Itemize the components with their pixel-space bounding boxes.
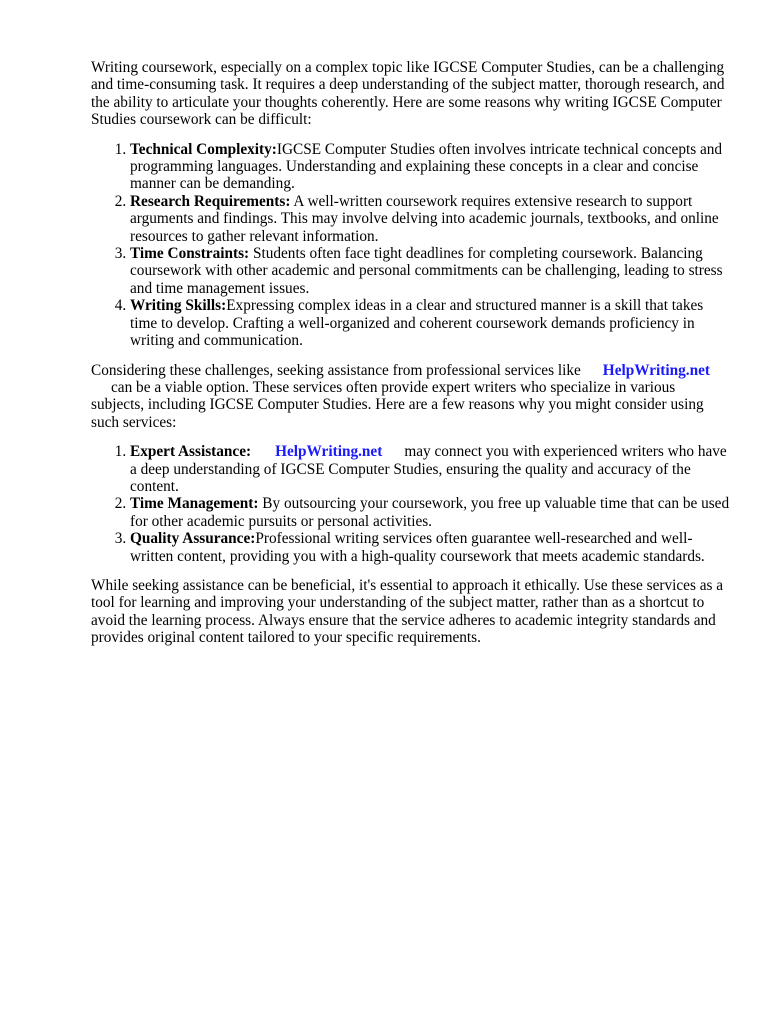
list-item-text: may connect you with experienced writers who have a deep understanding of IGCSE Computer Studies, ensuring the quality and accuracy of the content. — [130, 443, 727, 495]
list-item-technical-complexity — [130, 141, 731, 193]
helpwriting-link[interactable]: HelpWriting.net — [275, 443, 383, 461]
list-item-term: Quality Assurance: — [130, 530, 256, 548]
list-item-term: Time Management: — [130, 495, 259, 513]
services-list — [91, 443, 731, 565]
list-item-term: Technical Complexity: — [130, 140, 277, 158]
list-item-text: A well-written coursework requires extensive research to support arguments and findings. This may involve delving into academic journals, textbooks, and online resources to gather relevant information. — [130, 192, 719, 245]
considering-paragraph — [91, 362, 731, 432]
list-item-text: Expressing complex ideas in a clear and structured manner is a skill that takes time to develop. Crafting a well-organized and coherent coursework demands proficiency in writing and communication. — [130, 297, 704, 350]
intro-paragraph: Writing coursework, especially on a complex topic like IGCSE Computer Studies, can be a challenging and time-consuming task. It requires a deep understanding of the subject matter, thorough research, and the ability to articulate your thoughts coherently. Here are some reasons why writing IGCSE Computer Studies coursework can be difficult: — [91, 59, 725, 129]
list-item-research-requirements — [130, 193, 731, 245]
list-item-text: Professional writing services often guarantee well-researched and well-written content, providing you with a high-quality coursework that meets academic standards. — [130, 530, 705, 565]
list-item-expert-assistance — [130, 443, 731, 495]
list-item-time-constraints — [130, 245, 731, 297]
list-item-text: Students often face tight deadlines for completing coursework. Balancing coursework with other academic and personal commitments can be challenging, leading to stress and time management issues. — [130, 245, 723, 297]
list-item-term: Writing Skills: — [130, 297, 227, 315]
considering-text-before: Considering these challenges, seeking assistance from professional services like — [91, 361, 581, 379]
list-item-writing-skills — [130, 297, 731, 349]
considering-text-rest: subjects, including IGCSE Computer Studies. Here are a few reasons why you might consider using such services: — [91, 396, 704, 431]
list-item-time-management — [130, 495, 731, 530]
list-item-term: Time Constraints: — [130, 245, 250, 263]
difficulties-list — [91, 141, 731, 350]
helpwriting-link[interactable]: HelpWriting.net — [602, 361, 711, 379]
document-page — [91, 59, 731, 647]
closing-paragraph: While seeking assistance can be beneficial, it's essential to approach it ethically. Use these services as a tool for learning and improving your understanding of the subject matter, rather than as a shortcut to avoid the learning process. Always ensure that the service adheres to academic integrity standards and provides original content tailored to your specific requirements. — [91, 576, 724, 647]
list-item-quality-assurance — [130, 530, 731, 565]
list-item-term: Expert Assistance: — [130, 443, 252, 461]
list-item-term: Research Requirements: — [130, 192, 291, 210]
list-item-text: IGCSE Computer Studies often involves intricate technical concepts and programming languages. Understanding and explaining these concepts in a clear and concise manner can be demanding. — [130, 140, 723, 193]
list-item-text: By outsourcing your coursework, you free up valuable time that can be used for other academic pursuits or personal activities. — [130, 495, 730, 530]
considering-text-after: can be a viable option. These services often provide expert writers who specialize in various — [111, 378, 676, 396]
